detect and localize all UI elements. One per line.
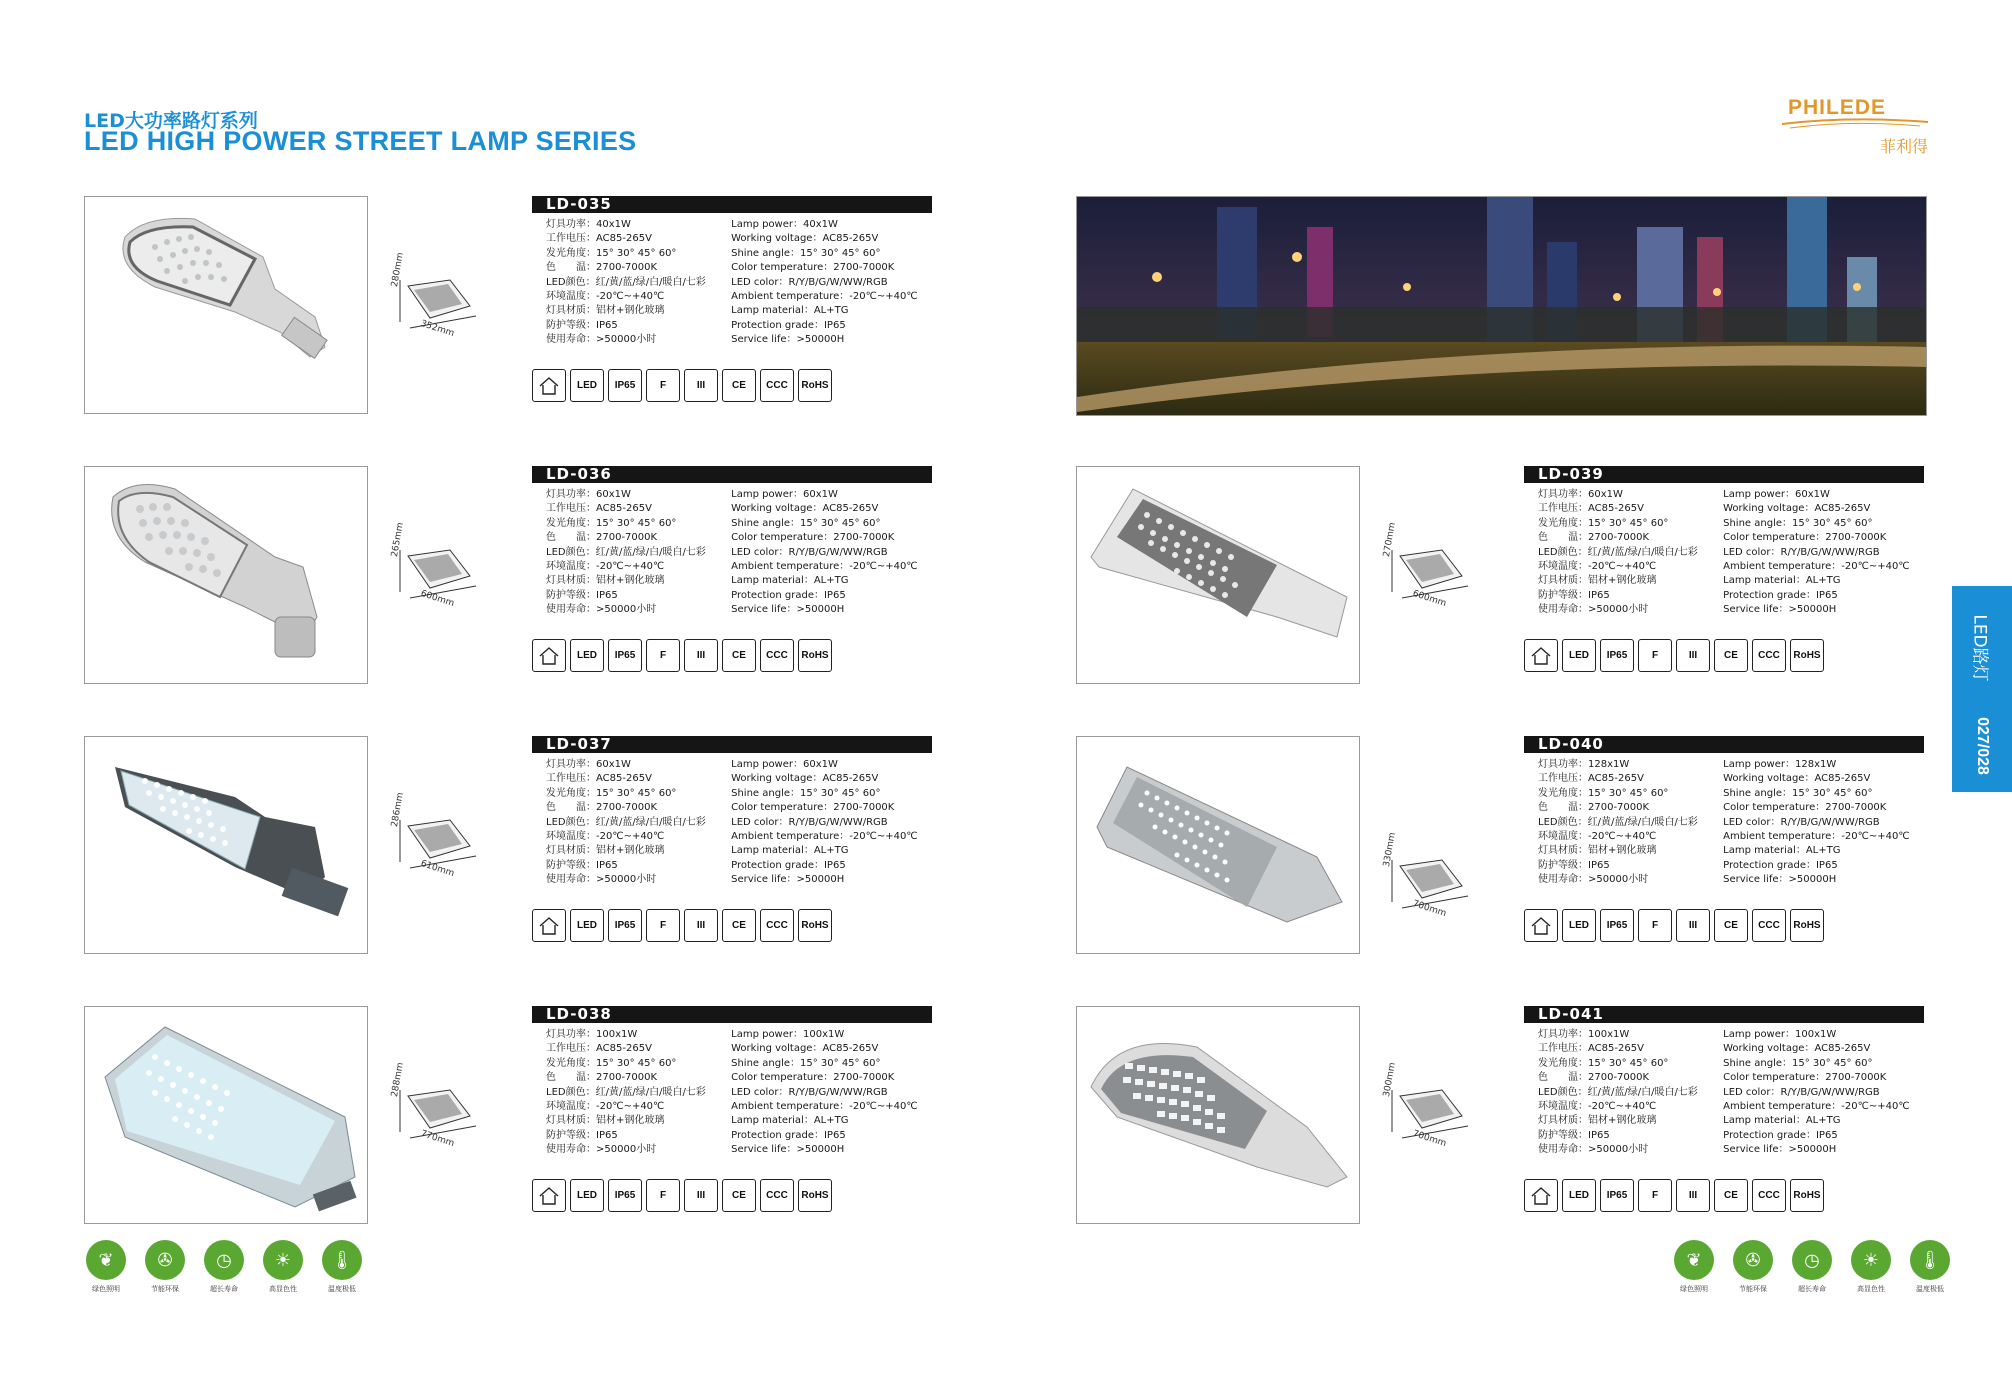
feature-long-life: ◷ 超长寿命 <box>1790 1240 1834 1300</box>
class-iii-icon: III <box>684 369 718 402</box>
feature-icons-left <box>84 1240 374 1300</box>
spec-row-voltage: 工作电压：AC85-265V Working voltage：AC85-265V <box>546 1043 879 1055</box>
dimension-drawing <box>1382 521 1502 626</box>
class-iii-icon: III <box>684 909 718 942</box>
ce-icon: CE <box>722 909 756 942</box>
rohs-icon: RoHS <box>1790 639 1824 672</box>
spec-row-angle: 发光角度：15° 30° 45° 60° Shine angle：15° 30° 45° 60° <box>546 517 881 529</box>
spec-row-color-temp: 色 温：2700-7000K Color temperature：2700-7000K <box>546 1072 895 1084</box>
model-name: LD-040 <box>1524 736 1924 753</box>
spec-row-color-temp: 色 温：2700-7000K Color temperature：2700-7000K <box>546 262 895 274</box>
spec-row-power: 灯具功率：60x1W Lamp power：60x1W <box>546 489 838 500</box>
spec-row-led-color: LED颜色：红/黄/蓝/绿/白/暖白/七彩 LED color：R/Y/B/G/W/WW/RGB <box>546 1086 888 1098</box>
spec-row-protection: 防护等级：IP65 Protection grade：IP65 <box>1538 859 1838 871</box>
brand-logo <box>1780 92 1940 162</box>
spec-row-life: 使用寿命：>50000小时 Service life：>50000H <box>546 874 845 886</box>
spec-rows <box>546 758 926 888</box>
dimension-width: 770mm <box>419 1128 456 1150</box>
spec-row-led-color: LED颜色：红/黄/蓝/绿/白/暖白/七彩 LED color：R/Y/B/G/W/WW/RGB <box>546 546 888 558</box>
brand-name-en: PHILEDE <box>1788 96 1887 119</box>
dimension-width: 600mm <box>419 588 456 610</box>
f-mark-icon: F <box>1638 639 1672 672</box>
ip65-icon: IP65 <box>608 909 642 942</box>
f-mark-icon: F <box>1638 909 1672 942</box>
spec-row-power: 灯具功率：60x1W Lamp power：60x1W <box>1538 489 1830 500</box>
ce-icon: CE <box>1714 909 1748 942</box>
side-tab-label: LED路灯 <box>1969 614 1990 682</box>
ccc-icon: CCC <box>760 369 794 402</box>
ccc-icon: CCC <box>1752 1179 1786 1212</box>
spec-row-material: 灯具材质：铝材+钢化玻璃 Lamp material：AL+TG <box>546 1115 849 1127</box>
spec-row-material: 灯具材质：铝材+钢化玻璃 Lamp material：AL+TG <box>1538 845 1841 857</box>
spec-rows <box>546 1028 926 1158</box>
ip65-icon: IP65 <box>1600 909 1634 942</box>
spec-row-led-color: LED颜色：红/黄/蓝/绿/白/暖白/七彩 LED color：R/Y/B/G/W/WW/RGB <box>546 816 888 828</box>
product-photo-ld-040 <box>1076 736 1360 954</box>
spec-row-life: 使用寿命：>50000小时 Service life：>50000H <box>1538 1144 1837 1156</box>
ip65-icon: IP65 <box>1600 1179 1634 1212</box>
f-mark-icon: F <box>646 909 680 942</box>
spec-row-power: 灯具功率：100x1W Lamp power：100x1W <box>546 1029 845 1040</box>
page-number: 027/028 <box>1974 717 1991 775</box>
spec-row-life: 使用寿命：>50000小时 Service life：>50000H <box>1538 874 1837 886</box>
ip65-icon: IP65 <box>608 1179 642 1212</box>
spec-row-color-temp: 色 温：2700-7000K Color temperature：2700-7000K <box>1538 802 1887 814</box>
dimension-width: 700mm <box>1411 898 1448 920</box>
dimension-drawing <box>390 1061 510 1166</box>
spec-block-ld-039 <box>1382 465 1924 706</box>
sun-icon: ☀ <box>1851 1240 1891 1280</box>
ccc-icon: CCC <box>760 909 794 942</box>
dimension-width: 600mm <box>1411 588 1448 610</box>
led-icon: LED <box>570 369 604 402</box>
dimension-height: 265mm <box>390 521 406 558</box>
spec-row-ambient: 环境温度：-20℃~+40℃ Ambient temperature：-20℃~+40℃ <box>1538 560 1910 572</box>
spec-row-protection: 防护等级：IP65 Protection grade：IP65 <box>546 589 846 601</box>
clock-icon: ◷ <box>1792 1240 1832 1280</box>
dimension-height: 300mm <box>1382 1061 1398 1098</box>
clock-icon: ◷ <box>204 1240 244 1280</box>
spec-row-angle: 发光角度：15° 30° 45° 60° Shine angle：15° 30° 45° 60° <box>1538 1057 1873 1069</box>
house-icon <box>1524 1179 1558 1212</box>
spec-row-protection: 防护等级：IP65 Protection grade：IP65 <box>1538 1129 1838 1141</box>
city-night-photo <box>1076 196 1927 416</box>
spec-row-color-temp: 色 温：2700-7000K Color temperature：2700-7000K <box>1538 1072 1887 1084</box>
spec-rows <box>546 488 926 618</box>
model-name: LD-041 <box>1524 1006 1924 1023</box>
dimension-height: 330mm <box>1382 831 1398 868</box>
spec-row-voltage: 工作电压：AC85-265V Working voltage：AC85-265V <box>546 503 879 515</box>
spec-rows <box>1538 758 1918 888</box>
feature-low-temp: 🌡 温度极低 <box>1908 1240 1952 1300</box>
spec-row-life: 使用寿命：>50000小时 Service life：>50000H <box>546 334 845 346</box>
page-title-en: LED HIGH POWER STREET LAMP SERIES <box>84 126 637 156</box>
feature-energy-saving: ✇ 节能环保 <box>143 1240 187 1300</box>
brand-name-cn: 菲利得 <box>1880 137 1929 156</box>
spec-row-led-color: LED颜色：红/黄/蓝/绿/白/暖白/七彩 LED color：R/Y/B/G/W/WW/RGB <box>546 276 888 288</box>
spec-row-color-temp: 色 温：2700-7000K Color temperature：2700-7000K <box>546 802 895 814</box>
spec-row-power: 灯具功率：128x1W Lamp power：128x1W <box>1538 759 1837 770</box>
model-name: LD-037 <box>532 736 932 753</box>
led-icon: LED <box>570 909 604 942</box>
feature-green-lighting: ❦ 绿色照明 <box>1672 1240 1716 1300</box>
ccc-icon: CCC <box>1752 909 1786 942</box>
led-icon: LED <box>1562 639 1596 672</box>
dimension-width: 610mm <box>419 858 456 880</box>
house-icon <box>532 639 566 672</box>
spec-row-ambient: 环境温度：-20℃~+40℃ Ambient temperature：-20℃~+40℃ <box>546 1100 918 1112</box>
rohs-icon: RoHS <box>798 1179 832 1212</box>
house-icon <box>532 1179 566 1212</box>
spec-row-angle: 发光角度：15° 30° 45° 60° Shine angle：15° 30° 45° 60° <box>546 1057 881 1069</box>
spec-row-protection: 防护等级：IP65 Protection grade：IP65 <box>546 859 846 871</box>
spec-row-angle: 发光角度：15° 30° 45° 60° Shine angle：15° 30° 45° 60° <box>1538 787 1873 799</box>
certification-icons <box>1524 639 1824 673</box>
dimension-drawing <box>390 521 510 626</box>
spec-row-protection: 防护等级：IP65 Protection grade：IP65 <box>546 319 846 331</box>
spec-row-ambient: 环境温度：-20℃~+40℃ Ambient temperature：-20℃~+40℃ <box>1538 830 1910 842</box>
fan-icon: ✇ <box>145 1240 185 1280</box>
ce-icon: CE <box>722 639 756 672</box>
spec-row-color-temp: 色 温：2700-7000K Color temperature：2700-7000K <box>546 532 895 544</box>
spec-row-material: 灯具材质：铝材+钢化玻璃 Lamp material：AL+TG <box>546 845 849 857</box>
rohs-icon: RoHS <box>1790 909 1824 942</box>
ce-icon: CE <box>722 369 756 402</box>
dimension-height: 286mm <box>390 791 406 828</box>
spec-block-ld-037 <box>390 735 932 976</box>
spec-row-material: 灯具材质：铝材+钢化玻璃 Lamp material：AL+TG <box>1538 575 1841 587</box>
spec-row-ambient: 环境温度：-20℃~+40℃ Ambient temperature：-20℃~+40℃ <box>546 290 918 302</box>
feature-long-life: ◷ 超长寿命 <box>202 1240 246 1300</box>
led-icon: LED <box>1562 1179 1596 1212</box>
spec-row-material: 灯具材质：铝材+钢化玻璃 Lamp material：AL+TG <box>1538 1115 1841 1127</box>
spec-row-voltage: 工作电压：AC85-265V Working voltage：AC85-265V <box>546 233 879 245</box>
rohs-icon: RoHS <box>798 369 832 402</box>
leaf-icon: ❦ <box>1674 1240 1714 1280</box>
dimension-height: 280mm <box>390 251 406 288</box>
feature-high-cri: ☀ 高显色性 <box>1849 1240 1893 1300</box>
house-icon <box>1524 909 1558 942</box>
spec-row-ambient: 环境温度：-20℃~+40℃ Ambient temperature：-20℃~+40℃ <box>1538 1100 1910 1112</box>
f-mark-icon: F <box>1638 1179 1672 1212</box>
ip65-icon: IP65 <box>608 369 642 402</box>
led-icon: LED <box>570 639 604 672</box>
class-iii-icon: III <box>684 1179 718 1212</box>
class-iii-icon: III <box>1676 1179 1710 1212</box>
spec-row-life: 使用寿命：>50000小时 Service life：>50000H <box>1538 604 1837 616</box>
feature-high-cri: ☀ 高显色性 <box>261 1240 305 1300</box>
certification-icons <box>532 909 832 943</box>
rohs-icon: RoHS <box>798 639 832 672</box>
certification-icons <box>1524 1179 1824 1213</box>
brand-swoosh-icon <box>1780 114 1930 132</box>
spec-rows <box>546 218 926 348</box>
spec-row-material: 灯具材质：铝材+钢化玻璃 Lamp material：AL+TG <box>546 575 849 587</box>
model-name: LD-035 <box>532 196 932 213</box>
spec-row-material: 灯具材质：铝材+钢化玻璃 Lamp material：AL+TG <box>546 305 849 317</box>
thermometer-icon: 🌡 <box>1910 1240 1950 1280</box>
ce-icon: CE <box>722 1179 756 1212</box>
spec-rows <box>1538 488 1918 618</box>
dimension-height: 288mm <box>390 1061 406 1098</box>
certification-icons <box>532 639 832 673</box>
page-title-cn: LED大功率路灯系列 <box>84 110 258 132</box>
thermometer-icon: 🌡 <box>322 1240 362 1280</box>
led-icon: LED <box>570 1179 604 1212</box>
spec-row-voltage: 工作电压：AC85-265V Working voltage：AC85-265V <box>1538 1043 1871 1055</box>
certification-icons <box>532 369 832 403</box>
spec-row-protection: 防护等级：IP65 Protection grade：IP65 <box>1538 589 1838 601</box>
spec-row-angle: 发光角度：15° 30° 45° 60° Shine angle：15° 30° 45° 60° <box>546 787 881 799</box>
f-mark-icon: F <box>646 369 680 402</box>
model-name: LD-036 <box>532 466 932 483</box>
spec-block-ld-035 <box>390 195 932 436</box>
certification-icons <box>532 1179 832 1213</box>
spec-row-power: 灯具功率：60x1W Lamp power：60x1W <box>546 759 838 770</box>
dimension-width: 700mm <box>1411 1128 1448 1150</box>
class-iii-icon: III <box>1676 639 1710 672</box>
rohs-icon: RoHS <box>1790 1179 1824 1212</box>
spec-row-voltage: 工作电压：AC85-265V Working voltage：AC85-265V <box>1538 773 1871 785</box>
spec-row-angle: 发光角度：15° 30° 45° 60° Shine angle：15° 30° 45° 60° <box>546 247 881 259</box>
dimension-width: 352mm <box>419 318 456 340</box>
dimension-drawing <box>390 251 510 356</box>
house-icon <box>532 909 566 942</box>
spec-block-ld-041 <box>1382 1005 1924 1246</box>
house-icon <box>532 369 566 402</box>
spec-block-ld-040 <box>1382 735 1924 976</box>
feature-green-lighting: ❦ 绿色照明 <box>84 1240 128 1300</box>
ce-icon: CE <box>1714 639 1748 672</box>
ccc-icon: CCC <box>760 639 794 672</box>
spec-row-ambient: 环境温度：-20℃~+40℃ Ambient temperature：-20℃~+40℃ <box>546 830 918 842</box>
fan-icon: ✇ <box>1733 1240 1773 1280</box>
dimension-drawing <box>390 791 510 896</box>
product-photo-ld-036 <box>84 466 368 684</box>
spec-row-led-color: LED颜色：红/黄/蓝/绿/白/暖白/七彩 LED color：R/Y/B/G/W/WW/RGB <box>1538 1086 1880 1098</box>
spec-block-ld-036 <box>390 465 932 706</box>
spec-rows <box>1538 1028 1918 1158</box>
class-iii-icon: III <box>684 639 718 672</box>
spec-row-protection: 防护等级：IP65 Protection grade：IP65 <box>546 1129 846 1141</box>
product-photo-ld-035 <box>84 196 368 414</box>
feature-low-temp: 🌡 温度极低 <box>320 1240 364 1300</box>
ip65-icon: IP65 <box>608 639 642 672</box>
spec-row-power: 灯具功率：100x1W Lamp power：100x1W <box>1538 1029 1837 1040</box>
product-photo-ld-039 <box>1076 466 1360 684</box>
ccc-icon: CCC <box>1752 639 1786 672</box>
section-side-tab <box>1952 586 2012 792</box>
spec-row-voltage: 工作电压：AC85-265V Working voltage：AC85-265V <box>1538 503 1871 515</box>
house-icon <box>1524 639 1558 672</box>
ip65-icon: IP65 <box>1600 639 1634 672</box>
f-mark-icon: F <box>646 639 680 672</box>
feature-icons-right <box>1672 1240 1962 1300</box>
product-photo-ld-041 <box>1076 1006 1360 1224</box>
class-iii-icon: III <box>1676 909 1710 942</box>
spec-row-ambient: 环境温度：-20℃~+40℃ Ambient temperature：-20℃~+40℃ <box>546 560 918 572</box>
rohs-icon: RoHS <box>798 909 832 942</box>
spec-row-angle: 发光角度：15° 30° 45° 60° Shine angle：15° 30° 45° 60° <box>1538 517 1873 529</box>
spec-row-voltage: 工作电压：AC85-265V Working voltage：AC85-265V <box>546 773 879 785</box>
ccc-icon: CCC <box>760 1179 794 1212</box>
dimension-drawing <box>1382 1061 1502 1166</box>
spec-row-life: 使用寿命：>50000小时 Service life：>50000H <box>546 1144 845 1156</box>
feature-energy-saving: ✇ 节能环保 <box>1731 1240 1775 1300</box>
spec-row-led-color: LED颜色：红/黄/蓝/绿/白/暖白/七彩 LED color：R/Y/B/G/W/WW/RGB <box>1538 816 1880 828</box>
spec-row-led-color: LED颜色：红/黄/蓝/绿/白/暖白/七彩 LED color：R/Y/B/G/W/WW/RGB <box>1538 546 1880 558</box>
ce-icon: CE <box>1714 1179 1748 1212</box>
f-mark-icon: F <box>646 1179 680 1212</box>
dimension-drawing <box>1382 831 1502 936</box>
product-photo-ld-037 <box>84 736 368 954</box>
leaf-icon: ❦ <box>86 1240 126 1280</box>
sun-icon: ☀ <box>263 1240 303 1280</box>
model-name: LD-038 <box>532 1006 932 1023</box>
spec-row-life: 使用寿命：>50000小时 Service life：>50000H <box>546 604 845 616</box>
dimension-height: 270mm <box>1382 521 1398 558</box>
spec-row-color-temp: 色 温：2700-7000K Color temperature：2700-7000K <box>1538 532 1887 544</box>
product-photo-ld-038 <box>84 1006 368 1224</box>
certification-icons <box>1524 909 1824 943</box>
spec-block-ld-038 <box>390 1005 932 1246</box>
led-icon: LED <box>1562 909 1596 942</box>
spec-row-power: 灯具功率：40x1W Lamp power：40x1W <box>546 219 838 230</box>
model-name: LD-039 <box>1524 466 1924 483</box>
